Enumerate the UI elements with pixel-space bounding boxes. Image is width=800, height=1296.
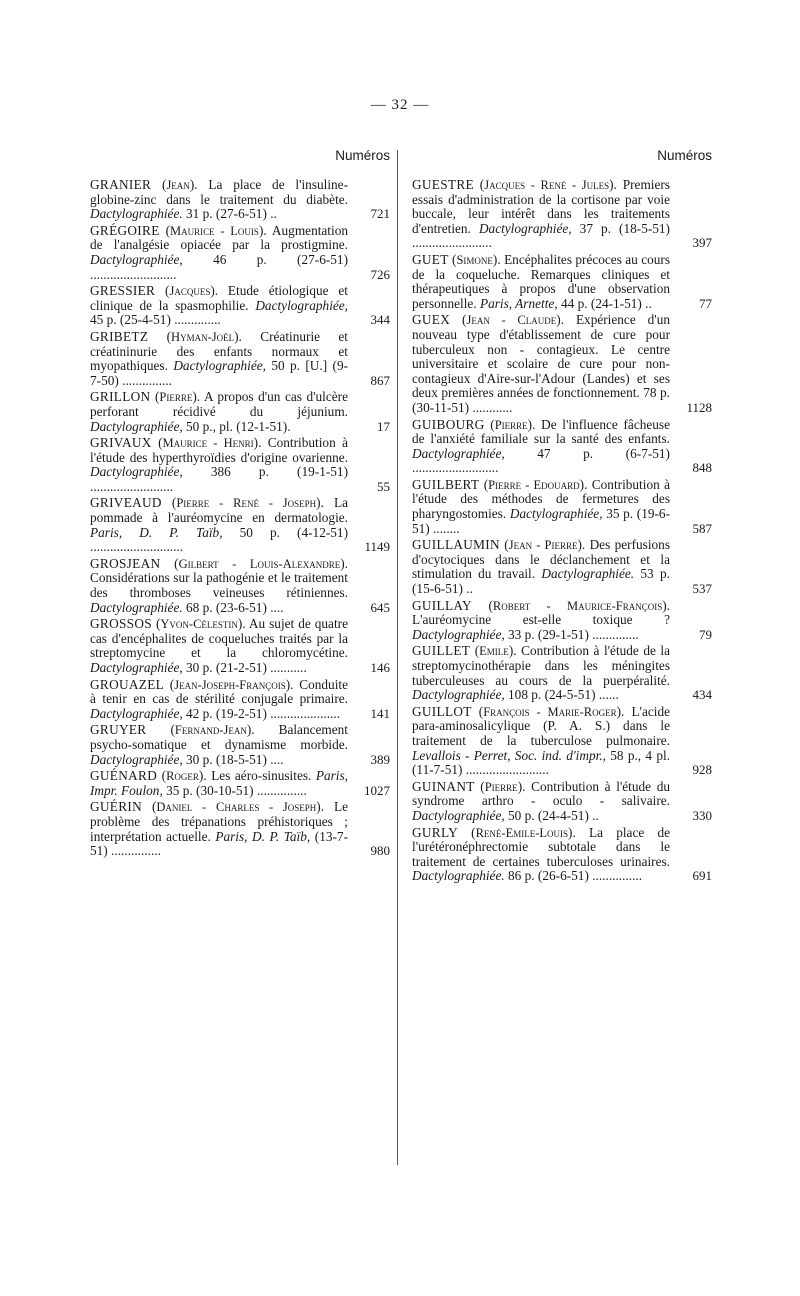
- entry-given-names: Gilbert - Louis-Alexandre: [178, 556, 341, 571]
- entry-author: GRUYER: [90, 722, 147, 738]
- entry-given-names: Jean: [166, 178, 190, 192]
- entry-given-names: Yvon-Célestin: [160, 617, 238, 632]
- entry-author: GURLY: [412, 824, 458, 840]
- entry-title: De l'influence fâcheuse de l'anxiété familiale sur la santé des enfants.: [412, 416, 671, 447]
- bibliography-entry: [412, 826, 712, 884]
- entry-author: GRESSIER: [90, 283, 156, 299]
- entry-source: Dactylographiée.: [90, 599, 183, 615]
- entry-number: 434: [692, 687, 712, 703]
- entry-author: GROSJEAN: [90, 555, 161, 571]
- entry-source: Dactylographiée,: [412, 626, 505, 642]
- entry-author: GROUAZEL: [90, 676, 165, 692]
- entry-title: L'auréomycine est-elle toxique ?: [412, 612, 670, 628]
- bibliography-entry: [90, 496, 390, 554]
- entry-source: Dactylographiée,: [412, 687, 505, 703]
- entry-title: Le problème des trépanations préhistoriques ; interprétation actuelle.: [90, 799, 348, 844]
- entry-source: Dactylographiée,: [412, 807, 505, 823]
- entry-source: Dactylographiée,: [255, 297, 349, 313]
- entry-row: [412, 826, 712, 884]
- bibliography-entry: [412, 313, 712, 415]
- entry-title: Contribution à l'étude des hyperthyroïdies d'origine ovarienne.: [90, 435, 348, 465]
- entry-details: 58 p., 4 pl. (11-7-51) .........................: [412, 747, 670, 778]
- entry-body: GUET (Simone). Encéphalites précoces au cours de la coqueluche. Remarques cliniques et thérapeutiques à propos d'une observation personnelle. Paris, Arnette, 44 p. (24-1-51) ..: [412, 251, 670, 311]
- entry-row: [90, 284, 390, 328]
- entry-given-names: Emile: [479, 644, 509, 659]
- entry-source: Paris, Impr. Foulon,: [90, 768, 348, 798]
- entry-body: GUINANT (Pierre). Contribution à l'étude du syndrome arthro - oculo - salivaire. Dactylographiée, 50 p. (24-4-51) ..: [412, 778, 670, 823]
- entry-number: 867: [370, 372, 390, 388]
- entry-details: 53 p. (15-6-51) ..: [412, 566, 670, 597]
- entry-source: Paris, D. P. Taïb,: [215, 828, 311, 844]
- entry-body: GUÉRIN (Daniel - Charles - Joseph). Le problème des trépanations préhistoriques ; interprétation actuelle. Paris, D. P. Taïb, (13-7-51) ...............: [90, 799, 348, 859]
- bibliography-entry: [412, 253, 712, 311]
- entry-row: [90, 178, 390, 222]
- entry-body: GUILLET (Emile). Contribution à l'étude de la streptomycinothérapie dans les méningites tuberculeuses au cours de la puerpéralité. Dactylographiée, 108 p. (24-5-51) ......: [412, 643, 670, 703]
- entry-row: [90, 390, 390, 434]
- entry-given-names: Maurice - Henri: [162, 436, 254, 451]
- entry-source: Dactylographiée,: [90, 751, 183, 767]
- entry-details: (13-7-51) ...............: [90, 828, 348, 859]
- entry-row: [412, 178, 712, 251]
- entry-given-names: Jean - Claude: [466, 313, 557, 328]
- entry-author: GRILLON: [90, 389, 151, 405]
- left-column: [90, 148, 390, 861]
- entry-number: 721: [370, 206, 390, 222]
- entry-body: GRUYER (Fernand-Jean). Balancement psycho-somatique et dynamisme morbide. Dactylographiée, 30 p. (18-5-51) ....: [90, 722, 348, 767]
- entry-number: 587: [692, 520, 712, 536]
- entry-number: 141: [370, 705, 390, 721]
- entry-row: [412, 313, 712, 415]
- entry-number: 389: [370, 751, 390, 767]
- entry-given-names: René-Emile-Louis: [475, 825, 569, 840]
- entry-title: La place de l'urétéronéphrectomie subtotale dans le traitement de certaines tuberculoses urinaires.: [412, 824, 670, 869]
- entry-number: 330: [692, 807, 712, 823]
- entry-number: 848: [692, 460, 712, 476]
- entry-details: 68 p. (23-6-51) ....: [186, 599, 284, 615]
- bibliography-entry: [90, 678, 390, 722]
- bibliography-entry: [412, 780, 712, 824]
- entry-author: GRÉGOIRE: [90, 222, 160, 238]
- entry-source: Dactylographiée,: [90, 464, 183, 480]
- bibliography-entry: [412, 644, 712, 702]
- entry-number: 1149: [364, 539, 390, 555]
- entry-row: [412, 599, 712, 643]
- entry-row: [90, 436, 390, 494]
- entry-title: Au sujet de quatre cas d'encéphalites de coqueluches traités par la streptomycine et la chloromycétine.: [90, 616, 348, 661]
- entry-given-names: François - Marie-Roger: [483, 704, 617, 719]
- entry-author: GUET: [412, 251, 449, 267]
- entry-source: Levallois - Perret, Soc. ind. d'impr.,: [412, 747, 606, 763]
- entry-title: Contribution à l'étude des méthodes de fermetures des pharyngostomies.: [412, 476, 670, 522]
- entry-title: Encéphalites précoces au cours de la coqueluche. Remarques cliniques et thérapeutiques à propos d'une observation personnelle.: [412, 251, 670, 311]
- column-header-numeros: Numéros: [335, 148, 390, 163]
- entry-title: Conduite à tenir en cas de stérilité conjugale primaire.: [90, 676, 348, 707]
- entry-number: 79: [699, 626, 712, 642]
- entry-source: Paris, Arnette,: [479, 295, 558, 311]
- entry-details: 47 p. (6-7-51) ..........................: [412, 445, 670, 476]
- entry-author: GUILLAUMIN: [412, 537, 500, 553]
- entry-body: GUIBOURG (Pierre). De l'influence fâcheuse de l'anxiété familiale sur la santé des enfants. Dactylographiée, 47 p. (6-7-51) ..........................: [412, 416, 671, 476]
- bibliography-entry: [90, 617, 390, 675]
- entry-title: Des perfusions d'ocytociques dans le déclanchement et la stimulation du travail.: [412, 537, 670, 582]
- entry-row: [90, 678, 390, 722]
- entry-source: Dactylographiée.: [90, 206, 183, 222]
- entry-details: 35 p. (30-10-51) ...............: [166, 782, 307, 798]
- entry-body: GUILBERT (Pierre - Edouard). Contribution à l'étude des méthodes de fermetures des pharyngostomies. Dactylographiée, 35 p. (19-6-51) ........: [412, 476, 670, 536]
- entry-given-names: Maurice - Louis: [170, 223, 259, 238]
- entry-details: 31 p. (27-6-51) ..: [186, 206, 277, 222]
- entry-row: [412, 253, 712, 311]
- entry-title: La pommade à l'auréomycine en dermatologie.: [90, 495, 348, 526]
- entry-given-names: Daniel - Charles - Joseph: [156, 800, 317, 815]
- entry-title: Etude étiologique et clinique de la spasmophilie.: [90, 283, 348, 313]
- entry-details: 30 p. (18-5-51) ....: [186, 751, 284, 767]
- entry-source: Dactylographiée,: [173, 358, 266, 374]
- entry-row: [90, 330, 390, 388]
- entry-title: Premiers essais d'administration de la cortisone par voie buccale, leur intérêt dans les traitements d'entretien.: [412, 177, 670, 236]
- entry-given-names: Robert - Maurice-François: [492, 598, 663, 613]
- page-number: — 32 —: [370, 97, 430, 113]
- entry-given-names: Jacques - René - Jules: [484, 178, 610, 192]
- entry-body: GRIVAUX (Maurice - Henri). Contribution à l'étude des hyperthyroïdies d'origine ovarienne. Dactylographiée, 386 p. (19-1-51) .........................: [90, 435, 348, 494]
- entry-source: Dactylographiée,: [509, 506, 603, 522]
- bibliography-entry: [412, 705, 712, 778]
- entry-author: GUÉRIN: [90, 799, 143, 815]
- entry-given-names: Jean - Pierre: [508, 538, 578, 553]
- entry-given-names: Pierre: [484, 779, 518, 794]
- entry-body: GUILLAUMIN (Jean - Pierre). Des perfusions d'ocytociques dans le déclanchement et la stimulation du travail. Dactylographiée. 53 p. (15-6-51) ..: [412, 537, 670, 597]
- left-entries-list: [90, 178, 390, 861]
- entry-details: 30 p. (21-2-51) ...........: [186, 660, 307, 675]
- entry-source: Dactylographiée.: [412, 868, 505, 884]
- entry-number: 1027: [364, 782, 390, 798]
- entry-row: [90, 557, 390, 615]
- entry-body: GRESSIER (Jacques). Etude étiologique et clinique de la spasmophilie. Dactylographiée, 45 p. (25-4-51) ..............: [90, 283, 349, 328]
- entry-details: 78 p. (30-11-51) ............: [412, 385, 670, 415]
- entry-body: GUESTRE (Jacques - René - Jules). Premiers essais d'administration de la cortisone par voie buccale, leur intérêt dans les traitements d'entretien. Dactylographiée, 37 p. (18-5-51) ........................: [412, 177, 670, 251]
- entry-row: [90, 617, 390, 675]
- entry-row: [412, 644, 712, 702]
- column-header-numeros: Numéros: [657, 148, 712, 163]
- entry-author: GUILLET: [412, 643, 471, 659]
- entry-number: 397: [692, 235, 712, 251]
- bibliography-entry: [90, 178, 390, 222]
- entry-title: Contribution à l'étude du syndrome arthro - oculo - salivaire.: [412, 778, 670, 809]
- entry-author: GUESTRE: [412, 177, 474, 192]
- entry-source: Dactylographiée,: [478, 220, 572, 236]
- entry-author: GUÉNARD: [90, 768, 158, 784]
- entry-details: 35 p. (19-6-51) ........: [412, 506, 670, 536]
- entry-given-names: Fernand-Jean: [174, 723, 247, 738]
- entry-author: GUIBOURG: [412, 416, 485, 432]
- entry-number: 1128: [686, 399, 712, 415]
- entry-details: 50 p. (24-4-51) ..: [508, 807, 599, 823]
- bibliography-entry: [90, 800, 390, 858]
- entry-body: GRIVEAUD (Pierre - René - Joseph). La pommade à l'auréomycine en dermatologie. Paris, D. P. Taïb, 50 p. (4-12-51) ............................: [90, 495, 349, 555]
- entry-title: Balancement psycho-somatique et dynamisme morbide.: [90, 722, 348, 752]
- entry-source: Dactylographiée.: [541, 566, 635, 582]
- entry-body: GRANIER (Jean). La place de l'insuline-globine-zinc dans le traitement du diabète. Dactylographiée. 31 p. (27-6-51) ..: [90, 177, 349, 222]
- entry-source: Dactylographiée,: [90, 705, 183, 721]
- entry-author: GUILBERT: [412, 476, 480, 492]
- bibliography-entry: [90, 436, 390, 494]
- bibliography-entry: [412, 599, 712, 643]
- entry-title: Contribution à l'étude de la streptomycinothérapie dans les méningites tuberculeuses au cours de la puerpéralité.: [412, 643, 670, 688]
- entry-title: La place de l'insuline-globine-zinc dans le traitement du diabète.: [90, 177, 349, 207]
- entry-author: GUILLOT: [412, 703, 472, 719]
- entry-author: GROSSOS: [90, 616, 152, 632]
- entry-source: Dactylographiée,: [90, 251, 183, 267]
- entry-author: GRIBETZ: [90, 328, 149, 344]
- entry-row: [90, 224, 390, 282]
- entry-number: 980: [370, 843, 390, 859]
- entry-given-names: Pierre - Edouard: [488, 477, 580, 492]
- entry-given-names: Pierre - René - Joseph: [176, 496, 317, 511]
- entry-author: GUEX: [412, 312, 451, 328]
- entry-body: GUILLAY (Robert - Maurice-François). L'auréomycine est-elle toxique ? Dactylographiée, 33 p. (29-1-51) ..............: [412, 597, 670, 642]
- entry-number: 691: [692, 868, 712, 884]
- entry-details: 50 p. [U.] (9-7-50) ...............: [90, 358, 349, 388]
- entry-given-names: Jacques: [169, 284, 211, 299]
- entry-details: 386 p. (19-1-51) .........................: [90, 464, 348, 494]
- right-column: [412, 148, 712, 886]
- entry-body: GRILLON (Pierre). A propos d'un cas d'ulcère perforant récidivé du jéjunium. Dactylographiée, 50 p., pl. (12-1-51).: [90, 389, 348, 434]
- entry-body: GUEX (Jean - Claude). Expérience d'un nouveau type d'établissement de cure pour tuberculeux non - contagieux. Le centre universitaire et scolaire de cure pour non-contagieux d'Aire-sur-l'Adour (Landes) et ses deux premières années de fonctionnement. 78 p. (30-11-51) ............: [412, 312, 670, 415]
- entry-details: 50 p. (4-12-51) ............................: [90, 524, 349, 555]
- entry-title: Augmentation de l'analgésie opiacée par la prostigmine.: [90, 222, 348, 253]
- entry-author: GRIVAUX: [90, 435, 152, 451]
- entry-row: [412, 780, 712, 824]
- bibliography-entry: [90, 557, 390, 615]
- entry-number: 928: [692, 762, 712, 778]
- entry-given-names: Pierre: [159, 390, 193, 405]
- entry-row: [412, 478, 712, 536]
- entry-number: 146: [370, 660, 390, 675]
- entry-author: GUILLAY: [412, 597, 472, 613]
- entry-details: 45 p. (25-4-51) ..............: [90, 312, 221, 328]
- entry-number: 17: [377, 418, 390, 434]
- bibliography-entry: [90, 330, 390, 388]
- entry-body: GURLY (René-Emile-Louis). La place de l'urétéronéphrectomie subtotale dans le traitement de certaines tuberculoses urinaires. Dactylographiée. 86 p. (26-6-51) ...............: [412, 824, 670, 884]
- column-divider: [397, 150, 398, 1165]
- entry-source: Dactylographiée,: [90, 418, 183, 434]
- entry-details: 50 p., pl. (12-1-51).: [186, 418, 291, 434]
- entry-title: A propos d'un cas d'ulcère perforant récidivé du jéjunium.: [90, 389, 348, 419]
- entry-given-names: Jean-Joseph-François: [174, 677, 286, 692]
- entry-source: Paris, D. P. Taïb,: [90, 524, 223, 540]
- bibliography-entry: [412, 478, 712, 536]
- bibliography-entry: [412, 418, 712, 476]
- bibliography-entry: [90, 224, 390, 282]
- entry-details: 37 p. (18-5-51) ........................: [412, 220, 670, 251]
- entry-title: L'acide para-aminosalicylique (P. A. S.) dans le traitement de la tuberculose pulmonaire.: [412, 703, 671, 748]
- entry-title: Créatinurie et créatininurie des enfants normaux et myopathiques.: [90, 328, 349, 374]
- entry-row: [412, 538, 712, 596]
- entry-row: [412, 705, 712, 778]
- entry-number: 344: [370, 312, 390, 328]
- entry-details: 33 p. (29-1-51) ..............: [508, 626, 639, 642]
- bibliography-entry: [90, 284, 390, 328]
- entry-body: GROSSOS (Yvon-Célestin). Au sujet de quatre cas d'encéphalites de coqueluches traités par la streptomycine et la chloromycétine. Dactylographiée, 30 p. (21-2-51) ...........: [90, 616, 348, 675]
- entry-given-names: Hyman-Joël: [171, 329, 235, 344]
- bibliography-entry: [90, 390, 390, 434]
- entry-number: 55: [377, 478, 390, 494]
- entry-row: [90, 496, 390, 554]
- entry-author: GRIVEAUD: [90, 495, 162, 511]
- entry-body: GRIBETZ (Hyman-Joël). Créatinurie et créatininurie des enfants normaux et myopathiques. Dactylographiée, 50 p. [U.] (9-7-50) ...............: [90, 328, 349, 388]
- entry-body: GRÉGOIRE (Maurice - Louis). Augmentation de l'analgésie opiacée par la prostigmine. Dactylographiée, 46 p. (27-6-51) ..........................: [90, 222, 349, 282]
- bibliography-entry: [412, 178, 712, 251]
- entry-title: Expérience d'un nouveau type d'établissement de cure pour tuberculeux non - contagieux. Le centre universitaire et scolaire de cure pour non-contagieux d'Aire-sur-l'Adour (Landes) et ses deux premières années de fonctionnement.: [412, 312, 670, 401]
- entry-body: GROUAZEL (Jean-Joseph-François). Conduite à tenir en cas de stérilité conjugale primaire. Dactylographiée, 42 p. (19-2-51) .....................: [90, 676, 348, 721]
- bibliography-entry: [412, 538, 712, 596]
- entry-title: Considérations sur la pathogénie et le traitement des thromboses veineuses rétiniennes.: [90, 570, 348, 601]
- entry-given-names: Pierre: [494, 417, 528, 432]
- bibliography-entry: [90, 723, 390, 767]
- entry-details: 42 p. (19-2-51) .....................: [186, 705, 341, 721]
- entry-number: 537: [692, 581, 712, 597]
- bibliography-entry: [90, 769, 390, 798]
- entry-body: GUILLOT (François - Marie-Roger). L'acide para-aminosalicylique (P. A. S.) dans le traitement de la tuberculose pulmonaire. Levallois - Perret, Soc. ind. d'impr., 58 p., 4 pl. (11-7-51) .........................: [412, 703, 671, 778]
- entry-body: GUÉNARD (Roger). Les aéro-sinusites. Paris, Impr. Foulon, 35 p. (30-10-51) ...............: [90, 768, 348, 798]
- entry-number: 726: [370, 266, 390, 282]
- entry-row: [412, 418, 712, 476]
- entry-details: 108 p. (24-5-51) ......: [508, 687, 619, 703]
- entry-author: GRANIER: [90, 177, 152, 192]
- entry-details: 86 p. (26-6-51) ...............: [508, 868, 643, 884]
- entry-source: Dactylographiée,: [90, 660, 183, 675]
- entry-title: Les aéro-sinusites.: [211, 768, 312, 784]
- entry-details: 46 p. (27-6-51) ..........................: [90, 251, 349, 282]
- entry-source: Dactylographiée,: [412, 445, 505, 461]
- right-entries-list: [412, 178, 712, 886]
- entry-number: 645: [370, 599, 390, 615]
- entry-given-names: Simone: [456, 252, 493, 267]
- entry-row: [90, 769, 390, 798]
- entry-row: [90, 723, 390, 767]
- entry-number: 77: [699, 295, 712, 311]
- entry-row: [90, 800, 390, 858]
- entry-body: GROSJEAN (Gilbert - Louis-Alexandre). Considérations sur la pathogénie et le traitement des thromboses veineuses rétiniennes. Dactylographiée. 68 p. (23-6-51) ....: [90, 555, 348, 615]
- entry-details: 44 p. (24-1-51) ..: [560, 295, 652, 311]
- entry-given-names: Roger: [166, 769, 199, 784]
- entry-author: GUINANT: [412, 778, 475, 794]
